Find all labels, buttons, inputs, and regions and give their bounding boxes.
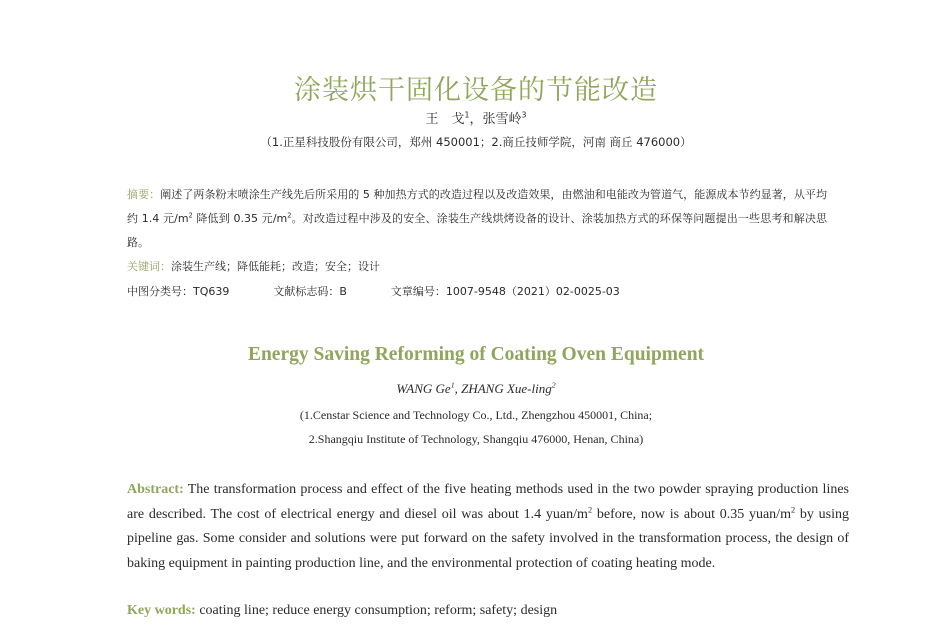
- english-keywords: [127, 599, 849, 623]
- chinese-abstract: [127, 183, 827, 255]
- author-name: 王 戈: [425, 112, 465, 127]
- english-authors: [0, 381, 952, 397]
- superscript: 2: [188, 211, 193, 220]
- affiliation-line: 2.Shangqiu Institute of Technology, Shangqiu 476000, Henan, China): [308, 432, 644, 446]
- author-separator: ，: [469, 112, 483, 127]
- superscript: 2: [287, 211, 292, 220]
- author-name: WANG Ge: [396, 381, 451, 396]
- keywords-text: 涂装生产线；降低能耗；改造；安全；设计: [171, 260, 380, 273]
- english-abstract: [127, 478, 849, 576]
- affiliation-line: (1.Censtar Science and Technology Co., Ltd., Zhengzhou 450001, China;: [299, 408, 653, 422]
- superscript: 2: [587, 504, 593, 514]
- author-affiliation-mark: 2: [551, 380, 556, 390]
- chinese-authors: [0, 108, 952, 127]
- classification-metadata: [127, 282, 827, 302]
- author-affiliation-mark: 1: [450, 380, 455, 390]
- english-title: Energy Saving Reforming of Coating Oven Equipment: [247, 344, 705, 366]
- document-code: 文献标志码：B: [273, 285, 347, 298]
- author-affiliation-mark: 3: [521, 110, 527, 120]
- chinese-abstract-label: 摘要：: [127, 188, 161, 201]
- english-abstract-label: Abstract:: [127, 482, 184, 497]
- chinese-title: 涂装烘干固化设备的节能改造: [294, 75, 658, 107]
- author-name: ZHANG Xue-ling: [461, 381, 552, 396]
- superscript: 2: [790, 504, 796, 514]
- abstract-text: by using pipeline gas. Some consider and solutions were put forward on the safety involved in the transformation process, the design of baking equipment in painting production line, and the environmental protection of coating heating mode.: [127, 506, 850, 571]
- author-name: 张雪岭: [482, 112, 522, 127]
- abstract-text: The transformation process and effect of the five heating methods used in the two powder spraying production lines are described. The cost of electrical energy and diesel oil was about 1.4 yuan/m: [127, 482, 849, 522]
- english-keywords-label: Key words:: [127, 603, 196, 618]
- abstract-text: 阐述了两条粉末喷涂生产线先后所采用的 5 种加热方式的改造过程以及改造效果，由燃油和电能改为管道气，能源成本节约显著，从平均约 1.4 元/m: [127, 188, 827, 225]
- author-affiliation-mark: 1: [464, 110, 470, 120]
- author-separator: ,: [454, 381, 462, 396]
- chinese-affiliation: （1.正星科技股份有限公司，郑州 450001；2.商丘技师学院，河南 商丘 476000）: [260, 135, 692, 149]
- abstract-text: 降低到 0.35 元/m: [192, 212, 288, 225]
- clc-number: 中图分类号：TQ639: [127, 285, 230, 298]
- abstract-text: before, now is about 0.35 yuan/m: [592, 506, 791, 522]
- keywords-text: coating line; reduce energy consumption; reform; safety; design: [195, 603, 558, 618]
- chinese-keywords-label: 关键词：: [127, 260, 171, 273]
- chinese-keywords: [127, 257, 827, 277]
- english-affiliation: [0, 403, 952, 451]
- article-number: 文章编号：1007-9548（2021）02-0025-03: [390, 285, 620, 298]
- abstract-text: 。对改造过程中涉及的安全、涂装生产线烘烤设备的设计、涂装加热方式的环保等问题提出一些思考和解决思路。: [127, 212, 828, 249]
